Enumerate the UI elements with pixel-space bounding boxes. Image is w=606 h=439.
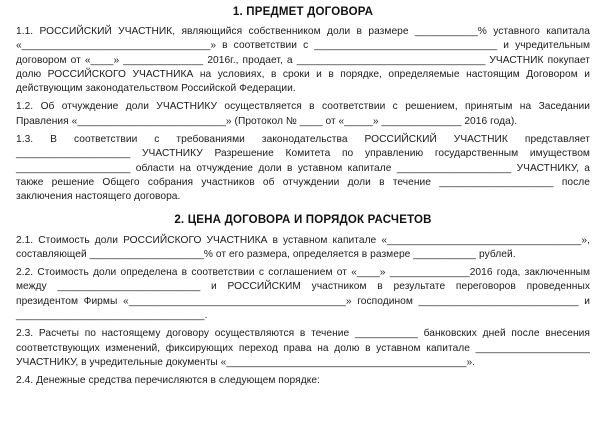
paragraph-2-4: 2.4. Денежные средства перечисляются в следующем порядке:	[16, 375, 320, 387]
paragraph-1-2: 1.2. Об отчуждение доли УЧАСТНИКУ осуществляется в соответствии с решением, принятым на Заседании Правления «__________________________» (Протокол № ____ от «_____» ______________ 2016 года).	[16, 101, 590, 127]
paragraph-2-3: 2.3. Расчеты по настоящему договору осуществляются в течение ___________ банковских дней после внесения соответствующих изменений, фиксирующих переход права на долю в уставном капитале ____________________ УЧАСТНИКУ, в учредительные документы «__________________________________________».	[16, 328, 590, 368]
paragraph-1-1: 1.1. РОССИЙСКИЙ УЧАСТНИК, являющийся собственником доли в размере ___________% уставного капитала «_________________________________» в соответствии с ________________________________ и учредительным договором от «____» ______________ 2016г., продает, а _________________________________ УЧАСТНИК покупает долю РОССИЙСКОГО УЧАСТНИКА на условиях, в сроки и в порядке, определяемые настоящим Договором и действующим законодательством Российской Федерации.	[16, 26, 590, 95]
paragraph-2-1: 2.1. Стоимость доли РОССИЙСКОГО УЧАСТНИКА в уставном капитале «__________________________________», составляющей ____________________% от его размера, определяется в размере ___________ рублей.	[16, 234, 590, 260]
section-title-price: 2. ЦЕНА ДОГОВОРА И ПОРЯДОК РАСЧЕТОВ	[174, 213, 432, 226]
paragraph-2-2: 2.2. Стоимость доли определена в соответствии с соглашением от «____» ______________2016 года, заключенным между _________________________ и РОССИЙСКИМ участником в результате переговоров проведенных президентом Фирмы «______________________________________» господином ____________________________ и _________________________________.	[16, 267, 590, 322]
paragraph-1-3: 1.3. В соответствии с требованиями законодательства РОССИЙСКИЙ УЧАСТНИК представляет ____________________ УЧАСТНИКУ Разрешение Комитета по управлению государственным имуществом ____________________ области на отчуждение доли в уставном капитале ____________________ УЧАСТНИКУ, а также решение Общего собрания участников об отчуждении доли в течение ____________________ после заключения настоящего договора.	[16, 134, 590, 203]
section-title-subject: 1. ПРЕДМЕТ ДОГОВОРА	[232, 6, 374, 18]
